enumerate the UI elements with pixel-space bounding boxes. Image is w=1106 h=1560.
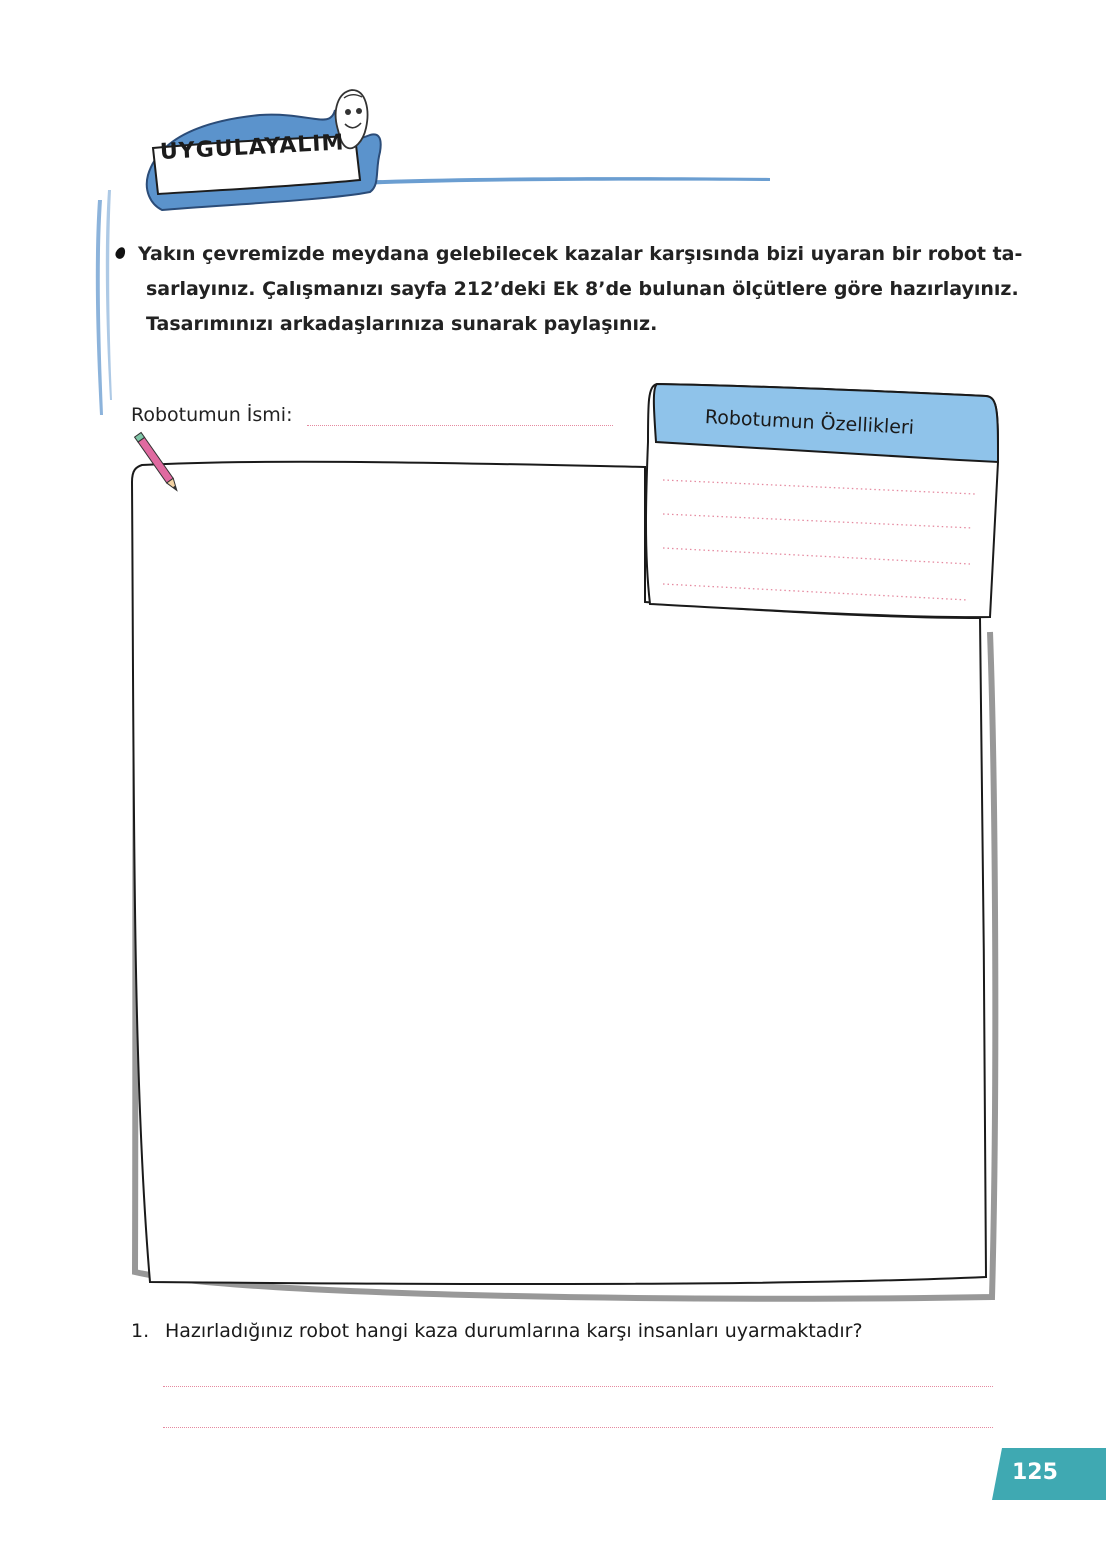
page-number: 125 — [1012, 1460, 1058, 1485]
answer-line-2[interactable] — [163, 1427, 993, 1428]
robot-name-label: Robotumun İsmi: — [131, 404, 293, 426]
drawing-area[interactable] — [120, 372, 1010, 1312]
banner-left-stroke-2 — [106, 190, 112, 400]
instruction-line-2: sarlayınız. Çalışmanızı sayfa 212’deki Ek 8’de bulunan ölçütlere göre hazırlayınız. — [146, 278, 1019, 300]
banner-left-stroke — [96, 200, 103, 415]
features-card-title: Robotumun Özellikleri — [704, 406, 915, 439]
instruction-line-3: Tasarımınızı arkadaşlarınıza sunarak paylaşınız. — [146, 313, 658, 335]
instruction-paragraph — [116, 237, 1023, 342]
question-text: Hazırladığınız robot hangi kaza durumlarına karşı insanları uyarmaktadır? — [165, 1320, 863, 1342]
instruction-line-1: Yakın çevremizde meydana gelebilecek kazalar karşısında bizi uyaran bir robot ta- — [138, 243, 1023, 265]
answer-line-1[interactable] — [163, 1386, 993, 1387]
question-number: 1. — [131, 1320, 150, 1342]
section-title: UYGULAYALIM — [159, 130, 346, 165]
